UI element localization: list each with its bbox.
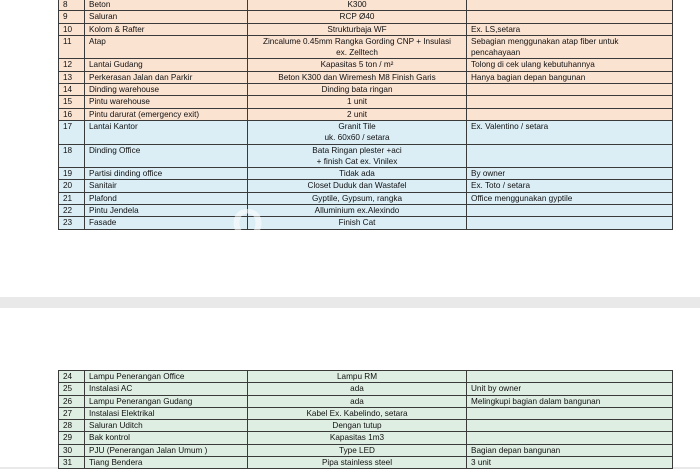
- remarks: [467, 444, 673, 456]
- specification: [248, 120, 467, 144]
- table-row: [59, 457, 673, 469]
- remarks: [467, 23, 673, 35]
- remarks: [467, 371, 673, 383]
- table-row: [59, 371, 673, 383]
- remarks-line: Office menggunakan gyptile: [471, 193, 573, 203]
- item-name: Atap: [85, 35, 248, 59]
- row-number: 20: [59, 180, 85, 192]
- item-name: Dinding Office: [85, 144, 248, 168]
- specification: [248, 180, 467, 192]
- remarks: [467, 71, 673, 83]
- remarks-line: Bagian depan bangunan: [471, 445, 561, 455]
- item-name: Saluran: [85, 11, 248, 23]
- remarks: [467, 180, 673, 192]
- specification: [248, 395, 467, 407]
- item-name: Perkerasan Jalan dan Parkir: [85, 71, 248, 83]
- item-name: Instalasi AC: [85, 383, 248, 395]
- table-row: [59, 168, 673, 180]
- specification-line: Closet Duduk dan Wastafel: [307, 181, 407, 191]
- item-name: Saluran Uditch: [85, 420, 248, 432]
- row-number: 15: [59, 96, 85, 108]
- specification: [248, 71, 467, 83]
- remarks: [467, 84, 673, 96]
- specification: [248, 96, 467, 108]
- item-name: Partisi dinding office: [85, 168, 248, 180]
- table-row: [59, 217, 673, 229]
- table-row: [59, 395, 673, 407]
- item-name: Lantai Kantor: [85, 120, 248, 144]
- remarks: [467, 59, 673, 71]
- row-number: 25: [59, 383, 85, 395]
- remarks: [467, 11, 673, 23]
- remarks: [467, 108, 673, 120]
- specification: [248, 108, 467, 120]
- remarks-line: Ex. Toto / setara: [471, 181, 531, 191]
- specification-line: K300: [347, 0, 367, 9]
- specification-line: Kabel Ex. Kabelindo, setara: [306, 408, 408, 418]
- specification: [248, 84, 467, 96]
- specification-line: Gyptile, Gypsum, rangka: [311, 193, 403, 203]
- specification: [248, 192, 467, 204]
- row-number: 14: [59, 84, 85, 96]
- row-number: 24: [59, 371, 85, 383]
- spec-table-body: [59, 371, 673, 469]
- specification-line: ada: [350, 396, 364, 406]
- table-row: [59, 205, 673, 217]
- spec-table-page-2: [58, 370, 673, 469]
- table-row: [59, 180, 673, 192]
- item-name: Dinding warehouse: [85, 84, 248, 96]
- remarks-line: Ex. LS,setara: [471, 24, 521, 34]
- item-name: Lantai Gudang: [85, 59, 248, 71]
- remarks-line: By owner: [471, 169, 506, 179]
- specification-line: Kapasitas 5 ton / m²: [320, 60, 394, 70]
- table-row: [59, 444, 673, 456]
- specification-line: uk. 60x60 / setara: [324, 133, 390, 143]
- specification-line: 1 unit: [346, 97, 368, 107]
- row-number: 29: [59, 432, 85, 444]
- specification-line: ada: [350, 384, 364, 394]
- table-row: [59, 108, 673, 120]
- specification-line: Dinding bata ringan: [321, 85, 393, 95]
- remarks: [467, 35, 673, 59]
- specification: [248, 217, 467, 229]
- item-name: Beton: [85, 0, 248, 11]
- specification-line: Lampu RM: [336, 372, 378, 381]
- row-number: 17: [59, 120, 85, 144]
- specification-line: Granit Tile: [338, 121, 376, 131]
- specification-line: Kapasitas 1m3: [329, 433, 385, 443]
- remarks: [467, 217, 673, 229]
- specification: [248, 35, 467, 59]
- remarks: [467, 420, 673, 432]
- table-row: [59, 23, 673, 35]
- item-name: Fasade: [85, 217, 248, 229]
- remarks: [467, 120, 673, 144]
- specification: [248, 420, 467, 432]
- row-number: 23: [59, 217, 85, 229]
- specification: [248, 407, 467, 419]
- item-name: Plafond: [85, 192, 248, 204]
- specification-line: Pipa stainless steel: [321, 458, 393, 468]
- specification: [248, 432, 467, 444]
- specification: [248, 168, 467, 180]
- table-row: [59, 59, 673, 71]
- item-name: PJU (Penerangan Jalan Umum ): [85, 444, 248, 456]
- remarks-line: Unit by owner: [471, 384, 522, 394]
- item-name: Pintu warehouse: [85, 96, 248, 108]
- item-name: Lampu Penerangan Gudang: [85, 395, 248, 407]
- remarks: [467, 432, 673, 444]
- specification: [248, 457, 467, 469]
- row-number: 12: [59, 59, 85, 71]
- row-number: 10: [59, 23, 85, 35]
- specification-line: 2 unit: [346, 109, 368, 119]
- row-number: 8: [59, 0, 85, 11]
- specification-line: Finish Cat: [338, 218, 376, 228]
- watermark: O: [232, 202, 266, 246]
- specification-line: Beton K300 dan Wiremesh M8 Finish Garis: [278, 72, 436, 82]
- row-number: 28: [59, 420, 85, 432]
- specification: [248, 0, 467, 11]
- remarks-line: pencahayaan: [471, 48, 521, 58]
- item-name: Sanitair: [85, 180, 248, 192]
- table-row: [59, 383, 673, 395]
- specification-line: Dengan tutup: [332, 421, 382, 431]
- spec-table-body: [59, 0, 673, 229]
- item-name: Kolom & Rafter: [85, 23, 248, 35]
- specification-line: Bata Ringan plester +aci: [312, 145, 402, 155]
- remarks-line: Melingkupi bagian dalam bangunan: [471, 396, 601, 406]
- row-number: 30: [59, 444, 85, 456]
- table-row: [59, 0, 673, 11]
- table-row: [59, 144, 673, 168]
- row-number: 11: [59, 35, 85, 59]
- remarks: [467, 205, 673, 217]
- row-number: 21: [59, 192, 85, 204]
- remarks-line: Ex. Valentino / setara: [471, 121, 549, 131]
- row-number: 13: [59, 71, 85, 83]
- specification: [248, 59, 467, 71]
- item-name: Pintu Jendela: [85, 205, 248, 217]
- remarks: [467, 395, 673, 407]
- table-row: [59, 120, 673, 144]
- row-number: 16: [59, 108, 85, 120]
- table-row: [59, 420, 673, 432]
- specification: [248, 11, 467, 23]
- item-name: Tiang Bendera: [85, 457, 248, 469]
- table-row: [59, 407, 673, 419]
- remarks: [467, 144, 673, 168]
- remarks: [467, 96, 673, 108]
- table-row: [59, 11, 673, 23]
- document-page-2: [0, 308, 700, 467]
- table-row: [59, 432, 673, 444]
- remarks: [467, 457, 673, 469]
- item-name: Bak kontrol: [85, 432, 248, 444]
- remarks: [467, 407, 673, 419]
- specification-line: Tidak ada: [339, 169, 375, 179]
- table-row: [59, 71, 673, 83]
- spec-table-page-1: [58, 0, 673, 230]
- specification-line: Alluminium ex.Alexindo: [314, 206, 400, 216]
- row-number: 26: [59, 395, 85, 407]
- specification: [248, 444, 467, 456]
- table-row: [59, 192, 673, 204]
- specification-line: Type LED: [339, 445, 375, 455]
- specification: [248, 205, 467, 217]
- row-number: 18: [59, 144, 85, 168]
- remarks-line: Tolong di cek ulang kebutuhannya: [471, 60, 595, 70]
- remarks: [467, 192, 673, 204]
- row-number: 27: [59, 407, 85, 419]
- specification: [248, 144, 467, 168]
- item-name: Lampu Penerangan Office: [85, 371, 248, 383]
- specification: [248, 383, 467, 395]
- specification: [248, 23, 467, 35]
- specification-line: RCP Ø40: [339, 12, 375, 22]
- row-number: 9: [59, 11, 85, 23]
- specification-line: Strukturbaja WF: [327, 24, 387, 34]
- remarks: [467, 168, 673, 180]
- row-number: 31: [59, 457, 85, 469]
- specification-line: Zincalume 0.45mm Rangka Gording CNP + Insulasi: [262, 36, 452, 46]
- remarks: [467, 383, 673, 395]
- specification-line: ex. Zelltech: [336, 48, 378, 58]
- remarks-line: Sebagian menggunakan atap fiber untuk: [471, 36, 619, 46]
- table-row: [59, 84, 673, 96]
- remarks-line: 3 unit: [471, 458, 492, 468]
- item-name: Instalasi Elektrikal: [85, 407, 248, 419]
- specification: [248, 371, 467, 383]
- item-name: Pintu darurat (emergency exit): [85, 108, 248, 120]
- remarks: [467, 0, 673, 11]
- table-row: [59, 35, 673, 59]
- specification-line: + finish Cat ex. Vinilex: [316, 156, 398, 166]
- row-number: 22: [59, 205, 85, 217]
- remarks-line: Hanya bagian depan bangunan: [471, 72, 586, 82]
- table-row: [59, 96, 673, 108]
- row-number: 19: [59, 168, 85, 180]
